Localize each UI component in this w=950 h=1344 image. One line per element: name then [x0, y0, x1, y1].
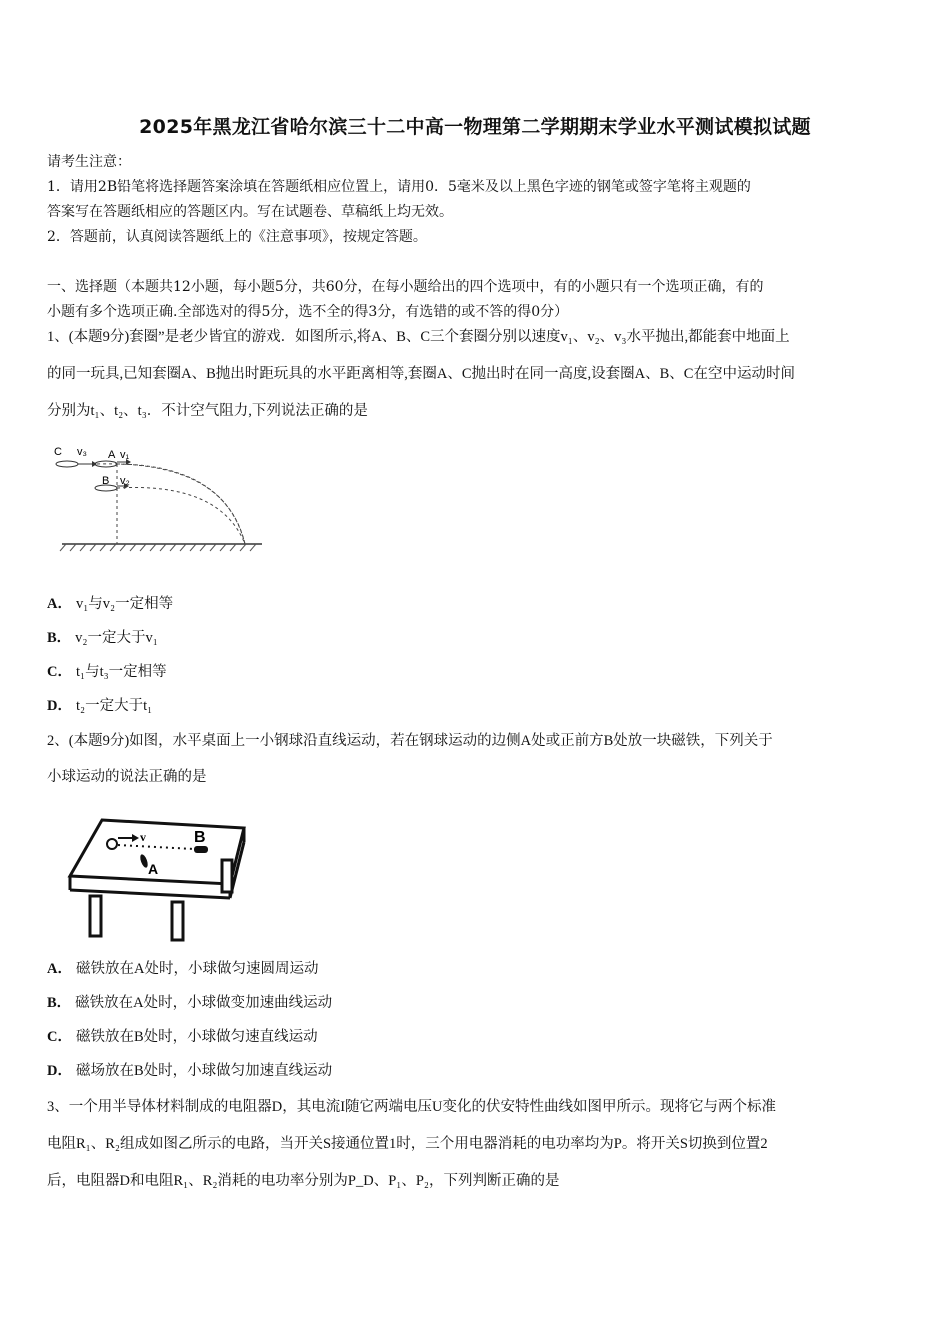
q2-option-d-key: D．	[47, 1063, 72, 1079]
q2-table-figure	[62, 812, 252, 944]
q2-option-d-text: 磁场放在B处时，小球做匀加速直线运动	[75, 1063, 333, 1079]
q1-option-b-key: B．	[47, 630, 72, 646]
q1-option-c[interactable]	[47, 662, 167, 682]
q2-option-b-text: 磁铁放在A处时，小球做变加速曲线运动	[75, 995, 333, 1011]
q2-option-c-key: C．	[47, 1029, 72, 1045]
q2-option-a[interactable]	[47, 959, 318, 979]
table-leg	[222, 860, 232, 892]
label-v2: v₂	[120, 475, 130, 487]
ground-hatching	[60, 544, 256, 551]
q1-option-d-key: D．	[47, 698, 72, 714]
q1-option-a-key: A．	[47, 596, 72, 612]
label-b: B	[102, 475, 110, 487]
q1-option-c-text: t₁与t₃一定相等	[75, 664, 167, 680]
q1-ring-toss-figure	[50, 440, 270, 555]
q1-option-a-text: v₁与v₂一定相等	[75, 596, 174, 612]
q3-stem-line-2: 电阻R₁、R₂组成如图乙所示的电路，当开关S接通位置1时，三个用电器消耗的电功率均为P。将开关S切换到位置2	[47, 1136, 768, 1152]
notice-item-2: 2．答题前，认真阅读答题纸上的《注意事项》，按规定答题。	[47, 229, 427, 245]
q2-option-a-key: A．	[47, 961, 72, 977]
label-v3: v₃	[77, 446, 87, 458]
magnet-b	[194, 846, 208, 853]
label-a: A	[148, 861, 159, 877]
q2-option-b[interactable]	[47, 993, 332, 1013]
q3-stem-line-3: 后，电阻器D和电阻R₁、R₂消耗的电功率分别为P_D、P₁、P₂，下列判断正确的是	[47, 1173, 560, 1189]
q2-option-d[interactable]	[47, 1061, 332, 1081]
q1-option-d-text: t₂一定大于t₁	[75, 698, 153, 714]
q3-stem-line-1: 3、一个用半导体材料制成的电阻器D，其电流I随它两端电压U变化的伏安特性曲线如图甲所示。现将它与两个标准	[47, 1099, 777, 1115]
steel-ball	[107, 839, 117, 849]
page-title: 2025年黑龙江省哈尔滨三十二中高一物理第二学期期末学业水平测试模拟试题	[139, 116, 811, 138]
q1-stem-line-2: 的同一玩具,已知套圈A、B抛出时距玩具的水平距离相等,套圈A、C抛出时在同一高度,设套圈A、B、C在空中运动时间	[47, 366, 795, 382]
q2-option-b-key: B．	[47, 995, 72, 1011]
notice-heading: 请考生注意：	[47, 154, 131, 170]
trajectory-b	[117, 487, 245, 544]
label-v1: v₁	[120, 449, 130, 461]
notice-item-1: 1．请用2B铅笔将选择题答案涂填在答题纸相应位置上，请用0．5毫米及以上黑色字迹的钢笔或签字笔将主观题的	[47, 179, 751, 195]
label-v: v	[140, 830, 146, 844]
q1-stem-line-3: 分别为t₁、t₂、t₃．不计空气阻力,下列说法正确的是	[47, 403, 368, 419]
q1-option-a[interactable]	[47, 594, 173, 614]
section-instructions-2: 小题有多个选项正确.全部选对的得5分，选不全的得3分，有选错的或不答的得0分）	[47, 304, 569, 320]
q2-stem-line-2: 小球运动的说法正确的是	[47, 769, 207, 785]
q1-option-b[interactable]	[47, 628, 158, 648]
label-c: C	[54, 446, 62, 458]
notice-item-1-cont: 答案写在答题纸相应的答题区内。写在试题卷、草稿纸上均无效。	[47, 204, 453, 220]
q1-option-c-key: C．	[47, 664, 72, 680]
q2-stem-line-1: 2、(本题9分)如图，水平桌面上一小钢球沿直线运动，若在钢球运动的边侧A处或正前方B处放一块磁铁，下列关于	[47, 733, 773, 749]
q1-option-b-text: v₂一定大于v₁	[75, 630, 158, 646]
label-b: B	[194, 829, 206, 846]
table-leg	[172, 902, 183, 940]
label-a: A	[108, 449, 116, 461]
section-instructions-1: 一、选择题（本题共12小题，每小题5分，共60分，在每小题给出的四个选项中，有的小题只有一个选项正确，有的	[47, 279, 764, 295]
q2-option-c-text: 磁铁放在B处时，小球做匀速直线运动	[75, 1029, 318, 1045]
ring-c	[56, 461, 78, 467]
q1-option-d[interactable]	[47, 696, 152, 716]
q1-stem-line-1: 1、(本题9分)套圈”是老少皆宜的游戏．如图所示,将A、B、C三个套圈分别以速度v₁、v₂、v₃水平抛出,都能套中地面上	[47, 329, 790, 345]
q2-option-c[interactable]	[47, 1027, 318, 1047]
table-leg	[90, 896, 101, 936]
q2-option-a-text: 磁铁放在A处时，小球做匀速圆周运动	[75, 961, 319, 977]
